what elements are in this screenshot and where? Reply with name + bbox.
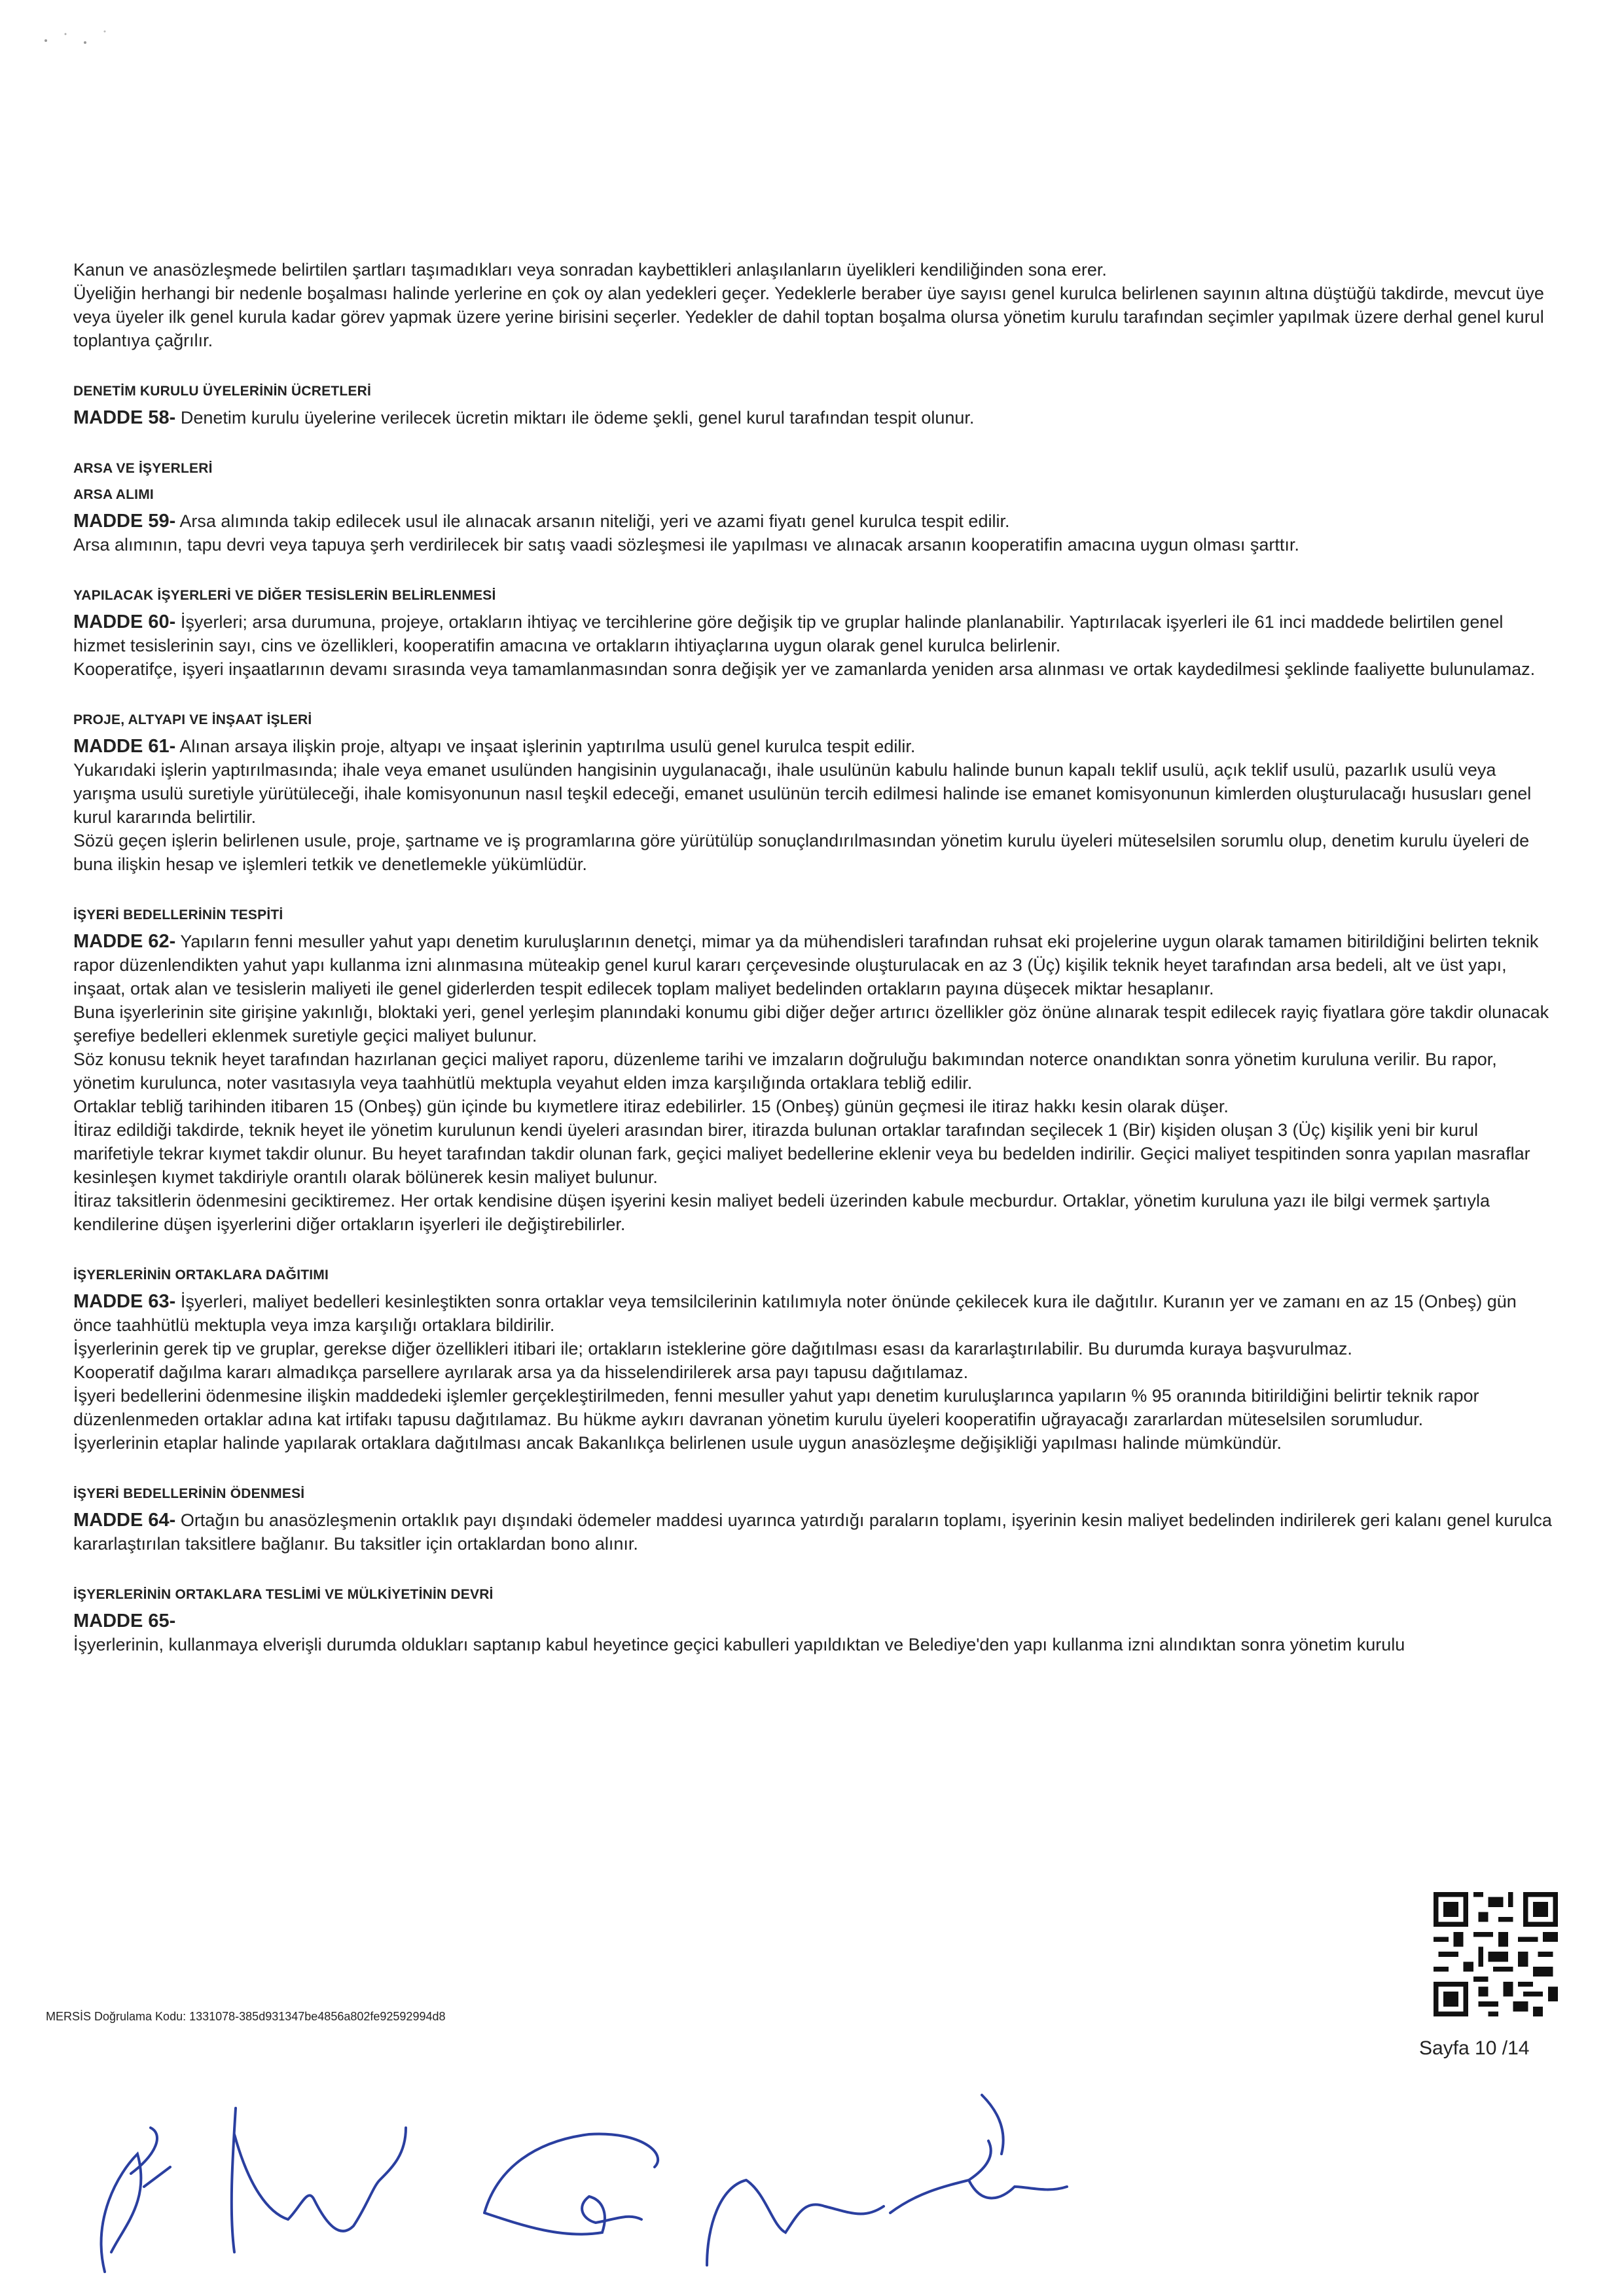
page-number: Sayfa 10 /14 bbox=[1419, 2037, 1530, 2059]
article-61-paragraph-3: Sözü geçen işlerin belirlenen usule, proje, şartname ve iş programlarına göre yürütülüp sonuçlandırılmasından yönetim kurulu üyeleri müteselsilen sorumlu olup, denetim kurulu üyeleri de buna ilişkin hesap ve işlemleri tetkik ve denetlemekle yükümlüdür. bbox=[73, 831, 1530, 874]
section-heading-64: İŞYERİ BEDELLERİNİN ÖDENMESİ bbox=[73, 1486, 305, 1501]
signature-4 bbox=[707, 2180, 884, 2265]
section-heading-62: İŞYERİ BEDELLERİNİN TESPİTİ bbox=[73, 907, 283, 922]
article-62-paragraph-5: İtiraz edildiği takdirde, teknik heyet ile yönetim kurulunun kendi üyeleri arasından birer, itirazda bulunan ortaklar tarafından seçilecek 1 (Bir) kişiden oluşan 3 (Üç) kişilik yeni bir kurul marifetiyle tekrar kıymet takdir olunur. Bu heyet tarafından takdir olunan fark, geçici maliyet bedellerine eklenir veya bu bedelden indirilir. Geçici maliyet tespitinden sonra yapılan masraflar kesinleşen kıymet takdiriyle orantılı olarak bölünerek kesin maliyet bulunur. bbox=[73, 1120, 1530, 1187]
article-61 bbox=[73, 735, 1553, 758]
article-text: İşyerleri, maliyet bedelleri kesinleştikten sonra ortaklar veya temsilcilerinin katılımıyla noter önünde çekilecek kura ile dağıtılır. Kuranın yer ve zamanı en az 15 (Onbeş) gün önce taahhütlü mektupla veya imza karşılığı ortaklara bildirilir. bbox=[73, 1292, 1517, 1335]
signature-1 bbox=[101, 2128, 170, 2272]
section-subheading-59: ARSA ALIMI bbox=[73, 487, 154, 502]
article-62-paragraph-4: Ortaklar tebliğ tarihinden itibaren 15 (Onbeş) gün içinde bu kıymetlere itiraz edebilirler. 15 (Onbeş) günün geçmesi ile itiraz hakkı kesin olarak düşer. bbox=[73, 1097, 1229, 1116]
article-59 bbox=[73, 509, 1553, 533]
article-65-paragraph-2: İşyerlerinin, kullanmaya elverişli durumda oldukları saptanıp kabul heyetince geçici kabulleri yapıldıktan ve Belediye'den yapı kullanma izni alındıktan sonra yönetim kurulu bbox=[73, 1635, 1405, 1654]
signature-3 bbox=[484, 2134, 658, 2234]
scan-specks bbox=[39, 26, 118, 52]
section-heading-63: İŞYERLERİNİN ORTAKLARA DAĞITIMI bbox=[73, 1267, 329, 1283]
article-63-paragraph-5: İşyerlerinin etaplar halinde yapılarak ortaklara dağıtılması ancak Bakanlıkça belirlenen usule uygun anasözleşme değişikliği yapılması halinde mümkündür. bbox=[73, 1433, 1282, 1453]
article-60 bbox=[73, 610, 1553, 657]
article-64 bbox=[73, 1508, 1553, 1556]
article-number: MADDE 61- bbox=[73, 736, 176, 757]
intro-paragraph-1: Kanun ve anasözleşmede belirtilen şartları taşımadıkları veya sonradan kaybettikleri anlaşılanların üyelikleri kendiliğinden sona erer. bbox=[73, 260, 1107, 280]
article-65 bbox=[73, 1609, 1553, 1633]
section-heading-60: YAPILACAK İŞYERLERİ VE DİĞER TESİSLERİN BELİRLENMESİ bbox=[73, 588, 496, 603]
article-62-paragraph-6: İtiraz taksitlerin ödenmesini geciktiremez. Her ortak kendisine düşen işyerini kesin maliyet bedeli üzerinden kabule mecburdur. Ortaklar, yönetim kuruluna yazı ile bilgi vermek şartıyla kendilerine düşen işyerlerini diğer ortakların işyerleri ile değiştirebilirler. bbox=[73, 1191, 1490, 1234]
section-heading-58: DENETİM KURULU ÜYELERİNİN ÜCRETLERİ bbox=[73, 384, 372, 399]
article-63-paragraph-4: İşyeri bedellerini ödenmesine ilişkin maddedeki işlemler gerçekleştirilmeden, fenni mesuller yahut yapı denetim kuruluşlarınca yapıların % 95 oranında bitirildiğini belirtir teknik rapor düzenlenmeden ortaklar adına kat irtifakı tapusu dağıtılamaz. Bu hükme aykırı davranan yönetim kurulu üyeleri kooperatifin uğrayacağı zararlardan müteselsilen sorumludur. bbox=[73, 1386, 1479, 1429]
article-number: MADDE 65- bbox=[73, 1611, 176, 1631]
article-number: MADDE 62- bbox=[73, 931, 176, 952]
document-body bbox=[73, 258, 1553, 1656]
article-number: MADDE 64- bbox=[73, 1510, 176, 1531]
article-60-paragraph-2: Kooperatifçe, işyeri inşaatlarının devamı sırasında veya tamamlanmasından sonra değişik yer ve zamanlarda yeniden arsa alınması ve ortak kaydedilmesi şeklinde faaliyette bulunulamaz. bbox=[73, 659, 1536, 679]
article-62-paragraph-2: Buna işyerlerinin site girişine yakınlığı, bloktaki yeri, genel yerleşim planındaki konumu gibi diğer değer artırıcı özellikler göz önüne alınarak tespit edilecek rayiç fiyatlara göre takdir olunacak şerefiye bedelleri eklenmek suretiyle geçici maliyet bulunur. bbox=[73, 1002, 1549, 1046]
article-number: MADDE 60- bbox=[73, 611, 176, 632]
article-61-paragraph-2: Yukarıdaki işlerin yaptırılmasında; ihale veya emanet usulünden hangisinin uygulanacağı, ihale usulünün kabulu halinde bunun kapalı teklif usulü, açık teklif usulü, pazarlık usulü veya yarışma usulü suretiyle yürütüleceği, ihale komisyonunun nasıl teşkil edeceği, emanet usulünün tercih edilmesi halinde ise emanet komisyonunun kimlerden oluşturulacağı hususları genel kurul kararında belirtilir. bbox=[73, 760, 1532, 827]
article-62-paragraph-3: Söz konusu teknik heyet tarafından hazırlanan geçici maliyet raporu, düzenleme tarihi ve imzaların doğruluğu bakımından noterce onandıktan sonra yönetim kuruluna verilir. Bu rapor, yönetim kurulunca, noter vasıtasıyla veya taahhütlü mektupla veyahut elden imza karşılığında ortaklara tebliğ edilir. bbox=[73, 1049, 1497, 1093]
article-text: Alınan arsaya ilişkin proje, altyapı ve inşaat işlerinin yaptırılma usulü genel kurulca tespit edilir. bbox=[175, 737, 916, 756]
article-63-paragraph-2: İşyerlerinin gerek tip ve gruplar, gerekse diğer özellikleri itibari ile; ortakların isteklerine göre dağıtılması esası da kararlaştırılabilir. Bu durumda kuraya başvurulmaz. bbox=[73, 1339, 1352, 1358]
article-text: Ortağın bu anasözleşmenin ortaklık payı dışındaki ödemeler maddesi uyarınca yatırdığı paraların toplamı, işyerinin kesin maliyet bedelinden indirilerek geri kalanı genel kurulca kararlaştırılan taksitlere bağlanır. Bu taksitler için ortaklardan bono alınır. bbox=[73, 1510, 1552, 1554]
article-58 bbox=[73, 406, 1553, 429]
article-number: MADDE 58- bbox=[73, 407, 176, 428]
article-59-paragraph-2: Arsa alımının, tapu devri veya tapuya şerh verdirilecek bir satış vaadi sözleşmesi ile yapılması ve alınacak arsanın kooperatifin amacına uygun olması şarttır. bbox=[73, 535, 1299, 555]
qr-code-icon bbox=[1434, 1892, 1558, 2016]
article-63 bbox=[73, 1290, 1553, 1337]
section-heading-65: İŞYERLERİNİN ORTAKLARA TESLİMİ VE MÜLKİYETİNİN DEVRİ bbox=[73, 1587, 494, 1602]
section-heading-59: ARSA VE İŞYERLERİ bbox=[73, 461, 213, 476]
article-text: Denetim kurulu üyelerine verilecek ücretin miktarı ile ödeme şekli, genel kurul tarafından tespit olunur. bbox=[175, 408, 975, 428]
signature-2 bbox=[232, 2108, 406, 2252]
signatures bbox=[65, 2056, 1087, 2278]
article-text: Arsa alımında takip edilecek usul ile alınacak arsanın niteliği, yeri ve azami fiyatı genel kurulca tespit edilir. bbox=[175, 511, 1010, 531]
article-number: MADDE 59- bbox=[73, 511, 176, 532]
article-number: MADDE 63- bbox=[73, 1291, 176, 1312]
article-text: Yapıların fenni mesuller yahut yapı denetim kuruluşlarının denetçi, mimar ya da mühendisleri tarafından ruhsat eki projelerine uygun olarak tamamen bitirildiğini belirten teknik rapor düzenlendikten yahut yapı kullanma izni alınmasına müteakip genel kurul kararı çerçevesinde oluşturulacak en az 3 (Üç) kişilik teknik heyet tarafından arsa bedeli, alt ve üst yapı, inşaat, ortak alan ve tesislerin maliyeti ile genel giderlerden tespit edilecek toplam maliyet bedelinden ortakların payına düşecek miktar hesaplanır. bbox=[73, 932, 1539, 998]
intro-paragraph-2: Üyeliğin herhangi bir nedenle boşalması halinde yerlerine en çok oy alan yedekleri geçer. Yedeklerle beraber üye sayısı genel kurulca belirlenen sayının altına düştüğü takdirde, mevcut üye veya üyeler ilk genel kurula kadar görev yapmak üzere yerine birisini seçerler. Yedekler de dahil toptan boşalma olursa yönetim kurulu tarafından seçimler yapılmak üzere derhal genel kurul toplantıya çağrılır. bbox=[73, 283, 1544, 350]
article-63-paragraph-3: Kooperatif dağılma kararı almadıkça parsellere ayrılarak arsa ya da hisselendirilerek arsa payı tapusu dağıtılamaz. bbox=[73, 1362, 969, 1382]
mersis-verification-code: MERSİS Doğrulama Kodu: 1331078-385d931347be4856a802fe92592994d8 bbox=[46, 2010, 446, 2023]
section-heading-61: PROJE, ALTYAPI VE İNŞAAT İŞLERİ bbox=[73, 712, 312, 727]
article-text: İşyerleri; arsa durumuna, projeye, ortakların ihtiyaç ve tercihlerine göre değişik tip ve gruplar halinde planlanabilir. Yaptırılacak işyerleri ile 61 inci maddede belirtilen genel hizmet tesislerinin sayı, cins ve özellikleri, kooperatifin amacına ve ortakların ihtiyaçlarına uygun olarak genel kurulca belirlenir. bbox=[73, 612, 1504, 655]
article-62 bbox=[73, 930, 1553, 1000]
signature-5 bbox=[890, 2095, 1067, 2213]
